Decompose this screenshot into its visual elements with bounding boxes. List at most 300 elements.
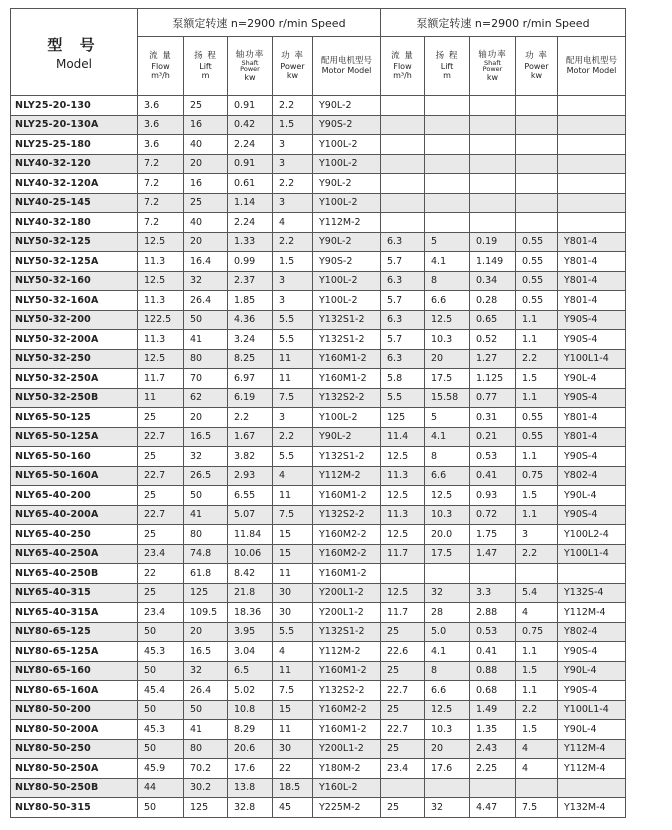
- power-cell-2: 1.5: [516, 486, 558, 506]
- model-cell: NLY40-32-120A: [11, 174, 138, 194]
- table-row: [11, 115, 626, 135]
- shaft-power-cell-2: [470, 213, 516, 233]
- power-header-en: Power: [280, 61, 305, 71]
- power-cell-2: 3: [516, 525, 558, 545]
- motor-model-cell: Y100L-2: [313, 408, 381, 428]
- model-cell: NLY80-65-125: [11, 622, 138, 642]
- shaft-power-cell: 0.42: [228, 115, 273, 135]
- model-cell: NLY25-25-180: [11, 135, 138, 155]
- power-cell-2: [516, 778, 558, 798]
- model-cell: NLY50-32-125A: [11, 252, 138, 272]
- lift-cell-2: 28: [425, 603, 470, 623]
- power-cell-2: 7.5: [516, 798, 558, 818]
- table-row: [11, 447, 626, 467]
- model-cell: NLY50-32-160: [11, 271, 138, 291]
- pump-spec-sheet: [10, 8, 626, 818]
- power-cell-2: [516, 193, 558, 213]
- power-cell: 30: [273, 583, 313, 603]
- shaft-power-cell: 21.8: [228, 583, 273, 603]
- lift-cell: 16.4: [184, 252, 228, 272]
- power-cell-2: 0.55: [516, 252, 558, 272]
- table-row: [11, 232, 626, 252]
- shaft-power-cell: 0.99: [228, 252, 273, 272]
- flow-cell-2: 25: [381, 661, 425, 681]
- lift-cell-2: [425, 135, 470, 155]
- motor-model-cell-2: Y801-4: [558, 408, 626, 428]
- table-row: [11, 798, 626, 818]
- shaft-power-cell-2: [470, 115, 516, 135]
- shaft-header-cn-2: 轴功率: [478, 49, 507, 60]
- shaft-power-cell: 0.61: [228, 174, 273, 194]
- model-cell: NLY50-32-160A: [11, 291, 138, 311]
- power-cell: 2.2: [273, 427, 313, 447]
- motor-header-cn: 配用电机型号: [320, 56, 372, 67]
- power-cell: 22: [273, 759, 313, 779]
- lift-cell-2: [425, 154, 470, 174]
- flow-cell-2: 22.7: [381, 720, 425, 740]
- power-cell: 30: [273, 739, 313, 759]
- shaft-power-cell: 0.91: [228, 154, 273, 174]
- shaft-power-cell-2: 2.43: [470, 739, 516, 759]
- lift-cell: 20: [184, 408, 228, 428]
- table-row: [11, 525, 626, 545]
- motor-model-cell-2: Y801-4: [558, 427, 626, 447]
- lift-header-cn-2: 扬 程: [435, 51, 459, 62]
- motor-model-cell: Y200L1-2: [313, 603, 381, 623]
- power-cell-2: 0.55: [516, 271, 558, 291]
- flow-cell-2: 25: [381, 622, 425, 642]
- power-cell-2: 2.2: [516, 349, 558, 369]
- flow-cell: 50: [138, 661, 184, 681]
- shaft-power-cell-2: 0.52: [470, 330, 516, 350]
- shaft-power-cell: 11.84: [228, 525, 273, 545]
- table-row: [11, 700, 626, 720]
- motor-model-cell-2: Y100L2-4: [558, 525, 626, 545]
- power-cell-2: [516, 115, 558, 135]
- shaft-power-cell: 6.55: [228, 486, 273, 506]
- flow-cell: 25: [138, 447, 184, 467]
- power-cell-2: [516, 564, 558, 584]
- power-cell: 15: [273, 544, 313, 564]
- power-cell-2: 1.5: [516, 369, 558, 389]
- shaft-power-cell-2: 0.53: [470, 622, 516, 642]
- flow-cell: 12.5: [138, 271, 184, 291]
- power-cell: 18.5: [273, 778, 313, 798]
- shaft-header-en-2: Shaft Power: [482, 58, 503, 74]
- shaft-header-en: Shaft Power: [240, 58, 260, 74]
- power-header-en-2: Power: [524, 61, 549, 71]
- table-row: [11, 369, 626, 389]
- motor-model-cell: Y112M-2: [313, 466, 381, 486]
- power-header-2: [516, 37, 558, 96]
- lift-cell: 109.5: [184, 603, 228, 623]
- lift-cell: 62: [184, 388, 228, 408]
- motor-model-cell: Y132S1-2: [313, 310, 381, 330]
- model-cell: NLY40-32-180: [11, 213, 138, 233]
- lift-cell-2: 32: [425, 583, 470, 603]
- flow-cell: 44: [138, 778, 184, 798]
- shaft-power-cell-2: 0.41: [470, 466, 516, 486]
- power-cell-2: 1.1: [516, 330, 558, 350]
- shaft-power-cell: 2.24: [228, 135, 273, 155]
- motor-header-en-2: Motor Model: [566, 66, 617, 76]
- motor-model-cell-2: Y100L1-4: [558, 544, 626, 564]
- power-header-unit: kw: [286, 71, 299, 81]
- lift-cell-2: [425, 115, 470, 135]
- shaft-power-cell-2: 0.28: [470, 291, 516, 311]
- table-row: [11, 408, 626, 428]
- flow-cell-2: 25: [381, 700, 425, 720]
- lift-cell-2: 10.3: [425, 330, 470, 350]
- shaft-power-cell-2: [470, 174, 516, 194]
- flow-cell: 50: [138, 622, 184, 642]
- model-cell: NLY40-32-120: [11, 154, 138, 174]
- lift-cell: 50: [184, 310, 228, 330]
- motor-model-cell-2: [558, 96, 626, 116]
- motor-model-cell-2: [558, 115, 626, 135]
- model-cell: NLY65-40-250B: [11, 564, 138, 584]
- table-row: [11, 388, 626, 408]
- motor-model-cell-2: Y100L1-4: [558, 349, 626, 369]
- motor-model-cell-2: [558, 174, 626, 194]
- lift-cell-2: 17.6: [425, 759, 470, 779]
- table-row: [11, 96, 626, 116]
- motor-model-cell-2: Y132S-4: [558, 583, 626, 603]
- power-cell: 5.5: [273, 447, 313, 467]
- flow-cell: 25: [138, 525, 184, 545]
- power-header-cn-2: 功 率: [525, 51, 548, 62]
- power-cell: 30: [273, 603, 313, 623]
- motor-model-cell: Y100L-2: [313, 154, 381, 174]
- flow-cell-2: 11.4: [381, 427, 425, 447]
- power-cell: 2.2: [273, 174, 313, 194]
- power-cell-2: 1.1: [516, 642, 558, 662]
- shaft-power-header: [228, 37, 273, 96]
- model-cell: NLY65-50-125A: [11, 427, 138, 447]
- shaft-power-cell-2: 0.34: [470, 271, 516, 291]
- shaft-power-cell: 6.97: [228, 369, 273, 389]
- lift-cell: 125: [184, 798, 228, 818]
- motor-model-cell-2: Y801-4: [558, 291, 626, 311]
- lift-cell-2: 6.6: [425, 291, 470, 311]
- shaft-power-cell: 13.8: [228, 778, 273, 798]
- power-cell: 11: [273, 720, 313, 740]
- flow-cell-2: 23.4: [381, 759, 425, 779]
- flow-header-cn-2: 流 量: [391, 51, 414, 62]
- lift-cell: 40: [184, 213, 228, 233]
- power-cell-2: [516, 154, 558, 174]
- power-cell-2: [516, 96, 558, 116]
- table-row: [11, 154, 626, 174]
- shaft-power-cell: 2.37: [228, 271, 273, 291]
- power-cell: 11: [273, 486, 313, 506]
- power-cell: 11: [273, 564, 313, 584]
- flow-header-en-2: Flow: [393, 61, 412, 71]
- table-row: [11, 622, 626, 642]
- shaft-power-cell-2: 2.88: [470, 603, 516, 623]
- motor-model-cell-2: Y90S-4: [558, 388, 626, 408]
- motor-model-cell-2: Y90S-4: [558, 447, 626, 467]
- shaft-power-cell: 1.33: [228, 232, 273, 252]
- model-cell: NLY80-50-200: [11, 700, 138, 720]
- motor-header-cn-2: 配用电机型号: [565, 56, 617, 67]
- motor-model-cell-2: [558, 564, 626, 584]
- flow-cell-2: [381, 193, 425, 213]
- flow-cell-2: 22.7: [381, 681, 425, 701]
- lift-cell-2: [425, 213, 470, 233]
- lift-cell: 74.8: [184, 544, 228, 564]
- power-cell-2: 4: [516, 759, 558, 779]
- model-cell: NLY80-50-250B: [11, 778, 138, 798]
- flow-header-en: Flow: [151, 61, 170, 71]
- flow-cell: 3.6: [138, 115, 184, 135]
- table-row: [11, 271, 626, 291]
- shaft-power-cell-2: [470, 564, 516, 584]
- motor-model-cell: Y132S2-2: [313, 388, 381, 408]
- table-row: [11, 466, 626, 486]
- motor-model-cell-2: Y90S-4: [558, 330, 626, 350]
- lift-cell-2: 20.0: [425, 525, 470, 545]
- lift-cell-2: 20: [425, 739, 470, 759]
- power-cell: 1.5: [273, 115, 313, 135]
- flow-cell-2: 125: [381, 408, 425, 428]
- flow-cell: 11.7: [138, 369, 184, 389]
- power-cell-2: 2.2: [516, 544, 558, 564]
- power-cell: 5.5: [273, 622, 313, 642]
- shaft-header-cn: 轴功率: [235, 49, 265, 60]
- shaft-power-cell: 5.07: [228, 505, 273, 525]
- power-cell: 4: [273, 466, 313, 486]
- flow-cell-2: 5.5: [381, 388, 425, 408]
- model-cell: NLY65-50-160: [11, 447, 138, 467]
- model-cell: NLY65-50-125: [11, 408, 138, 428]
- shaft-power-cell: 1.67: [228, 427, 273, 447]
- model-column-header: [11, 9, 138, 96]
- shaft-power-cell-2: 1.149: [470, 252, 516, 272]
- lift-header-2: [425, 37, 470, 96]
- lift-cell-2: 5.0: [425, 622, 470, 642]
- power-cell: 2.2: [273, 96, 313, 116]
- power-cell: 3: [273, 193, 313, 213]
- shaft-power-cell-2: 0.77: [470, 388, 516, 408]
- shaft-header-unit: kw: [244, 72, 256, 82]
- shaft-power-cell-2: [470, 193, 516, 213]
- flow-cell-2: 5.7: [381, 252, 425, 272]
- flow-cell: 7.2: [138, 213, 184, 233]
- table-row: [11, 486, 626, 506]
- model-cell: NLY80-65-125A: [11, 642, 138, 662]
- lift-cell: 70: [184, 369, 228, 389]
- power-header-unit-2: kw: [530, 71, 543, 81]
- shaft-power-cell-2: 1.47: [470, 544, 516, 564]
- model-cell: NLY40-25-145: [11, 193, 138, 213]
- motor-model-cell-2: Y90S-4: [558, 681, 626, 701]
- model-cell: NLY80-50-315: [11, 798, 138, 818]
- flow-cell: 22.7: [138, 505, 184, 525]
- lift-cell-2: 6.6: [425, 466, 470, 486]
- power-cell: 3: [273, 271, 313, 291]
- shaft-power-cell-2: 4.47: [470, 798, 516, 818]
- shaft-power-cell-2: 0.41: [470, 642, 516, 662]
- flow-cell-2: [381, 213, 425, 233]
- flow-cell: 11.3: [138, 330, 184, 350]
- motor-model-cell-2: Y802-4: [558, 622, 626, 642]
- lift-cell-2: [425, 174, 470, 194]
- flow-cell: 3.6: [138, 135, 184, 155]
- shaft-power-header-2: [470, 37, 516, 96]
- power-cell: 11: [273, 369, 313, 389]
- flow-cell: 22.7: [138, 466, 184, 486]
- table-row: [11, 642, 626, 662]
- power-cell-2: [516, 135, 558, 155]
- flow-cell: 11: [138, 388, 184, 408]
- flow-cell: 7.2: [138, 193, 184, 213]
- flow-cell-2: 6.3: [381, 232, 425, 252]
- shaft-power-cell-2: 0.72: [470, 505, 516, 525]
- shaft-power-cell: 3.04: [228, 642, 273, 662]
- power-cell-2: 1.1: [516, 505, 558, 525]
- shaft-power-cell-2: 0.93: [470, 486, 516, 506]
- flow-cell: 11.3: [138, 291, 184, 311]
- table-row: [11, 583, 626, 603]
- lift-cell: 80: [184, 525, 228, 545]
- table-row: [11, 310, 626, 330]
- flow-cell: 50: [138, 798, 184, 818]
- motor-model-cell: Y160M1-2: [313, 369, 381, 389]
- power-cell: 5.5: [273, 310, 313, 330]
- power-cell: 7.5: [273, 388, 313, 408]
- model-cell: NLY65-40-250A: [11, 544, 138, 564]
- power-cell-2: [516, 174, 558, 194]
- flow-cell-2: 6.3: [381, 310, 425, 330]
- lift-cell: 41: [184, 330, 228, 350]
- lift-header-unit-2: m: [443, 71, 451, 81]
- lift-cell: 20: [184, 154, 228, 174]
- lift-cell: 41: [184, 720, 228, 740]
- shaft-power-cell-2: 0.53: [470, 447, 516, 467]
- flow-cell: 23.4: [138, 603, 184, 623]
- flow-cell: 25: [138, 583, 184, 603]
- flow-header-2: [381, 37, 425, 96]
- motor-model-cell: Y160M1-2: [313, 349, 381, 369]
- motor-model-cell: Y100L-2: [313, 271, 381, 291]
- flow-cell-2: [381, 778, 425, 798]
- shaft-power-cell: 2.2: [228, 408, 273, 428]
- table-row: [11, 193, 626, 213]
- power-cell: 15: [273, 700, 313, 720]
- flow-cell-2: [381, 96, 425, 116]
- power-cell: 7.5: [273, 505, 313, 525]
- motor-model-cell: Y90L-2: [313, 174, 381, 194]
- power-cell-2: 0.55: [516, 291, 558, 311]
- model-cell: NLY65-40-250: [11, 525, 138, 545]
- shaft-power-cell-2: [470, 135, 516, 155]
- flow-cell-2: 5.7: [381, 330, 425, 350]
- motor-model-cell-2: [558, 193, 626, 213]
- flow-cell: 12.5: [138, 349, 184, 369]
- flow-cell: 22.7: [138, 427, 184, 447]
- power-cell-2: 4: [516, 603, 558, 623]
- model-cell: NLY25-20-130: [11, 96, 138, 116]
- power-cell: 3: [273, 291, 313, 311]
- lift-cell: 50: [184, 700, 228, 720]
- flow-cell-2: 6.3: [381, 349, 425, 369]
- table-row: [11, 544, 626, 564]
- motor-model-cell-2: [558, 135, 626, 155]
- power-cell-2: 0.55: [516, 408, 558, 428]
- lift-cell: 16: [184, 115, 228, 135]
- flow-header-unit: m³/h: [151, 71, 170, 81]
- lift-cell: 30.2: [184, 778, 228, 798]
- flow-cell: 11.3: [138, 252, 184, 272]
- shaft-power-cell-2: 0.21: [470, 427, 516, 447]
- table-row: [11, 505, 626, 525]
- shaft-power-cell-2: 1.35: [470, 720, 516, 740]
- power-cell-2: 0.75: [516, 466, 558, 486]
- shaft-power-cell: 3.24: [228, 330, 273, 350]
- motor-model-cell: Y90L-2: [313, 232, 381, 252]
- shaft-power-cell-2: [470, 778, 516, 798]
- flow-cell-2: 12.5: [381, 486, 425, 506]
- lift-header: [184, 37, 228, 96]
- model-cell: NLY80-50-250A: [11, 759, 138, 779]
- lift-cell: 125: [184, 583, 228, 603]
- shaft-power-cell: 5.02: [228, 681, 273, 701]
- model-cell: NLY80-65-160: [11, 661, 138, 681]
- flow-cell: 12.5: [138, 232, 184, 252]
- flow-cell-2: 12.5: [381, 525, 425, 545]
- motor-model-cell: Y90S-2: [313, 252, 381, 272]
- lift-header-en: Lift: [199, 61, 212, 71]
- power-cell-2: 0.55: [516, 427, 558, 447]
- shaft-power-cell: 8.42: [228, 564, 273, 584]
- table-row: [11, 720, 626, 740]
- motor-model-cell-2: Y801-4: [558, 252, 626, 272]
- model-header-cn: 型 号: [47, 35, 101, 54]
- table-row: [11, 330, 626, 350]
- flow-cell: 23.4: [138, 544, 184, 564]
- flow-cell-2: 11.7: [381, 603, 425, 623]
- power-cell-2: 1.5: [516, 661, 558, 681]
- lift-cell-2: [425, 193, 470, 213]
- motor-model-cell-2: Y90S-4: [558, 642, 626, 662]
- model-cell: NLY50-32-250A: [11, 369, 138, 389]
- motor-model-header: [313, 37, 381, 96]
- lift-cell: 16.5: [184, 427, 228, 447]
- lift-cell: 20: [184, 622, 228, 642]
- model-cell: NLY65-40-315A: [11, 603, 138, 623]
- lift-cell-2: 8: [425, 447, 470, 467]
- motor-model-cell-2: Y801-4: [558, 271, 626, 291]
- motor-model-cell: Y112M-2: [313, 213, 381, 233]
- model-cell: NLY50-32-200: [11, 310, 138, 330]
- shaft-power-cell-2: 1.27: [470, 349, 516, 369]
- shaft-power-cell-2: 0.65: [470, 310, 516, 330]
- motor-model-cell: Y100L-2: [313, 291, 381, 311]
- lift-cell-2: 8: [425, 271, 470, 291]
- motor-model-cell: Y90L-2: [313, 427, 381, 447]
- flow-cell: 25: [138, 486, 184, 506]
- motor-model-cell: Y160M1-2: [313, 720, 381, 740]
- lift-cell: 41: [184, 505, 228, 525]
- model-cell: NLY65-40-200A: [11, 505, 138, 525]
- lift-cell: 80: [184, 349, 228, 369]
- shaft-power-cell: 20.6: [228, 739, 273, 759]
- table-row: [11, 427, 626, 447]
- shaft-power-cell: 1.85: [228, 291, 273, 311]
- shaft-power-cell: 2.93: [228, 466, 273, 486]
- power-cell: 7.5: [273, 681, 313, 701]
